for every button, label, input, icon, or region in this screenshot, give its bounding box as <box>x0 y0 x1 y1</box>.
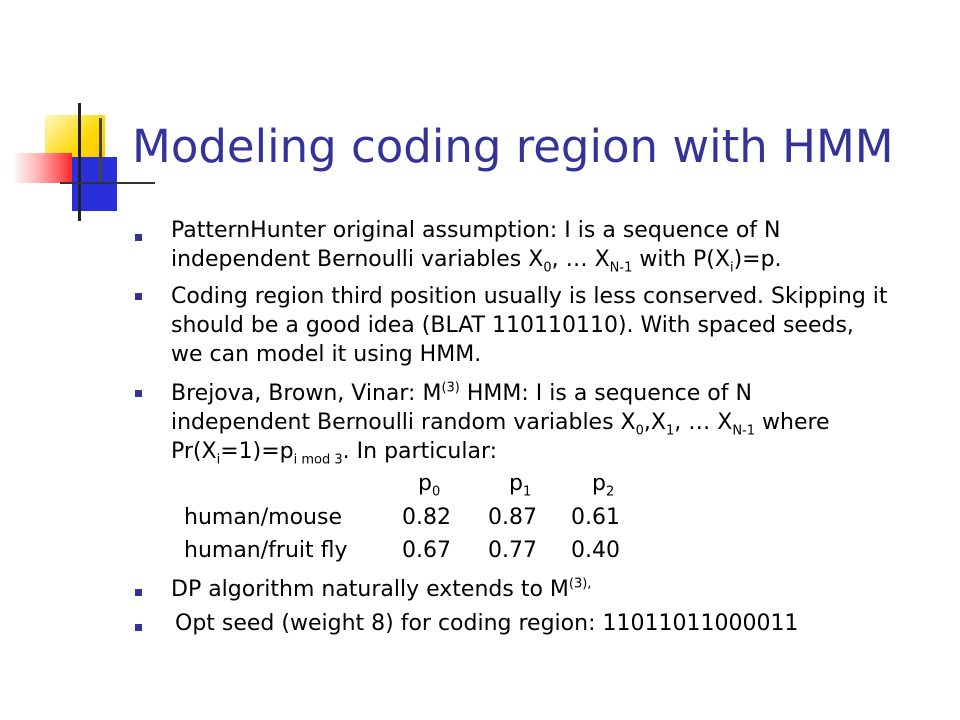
table-header-p2: $p_2$ <box>592 471 615 500</box>
table-row-label: human/mouse <box>184 505 342 530</box>
table-cell: 0.77 <box>488 538 537 563</box>
decor-vertical-line <box>99 118 102 184</box>
decor-vertical-line <box>78 103 81 221</box>
table-cell: 0.87 <box>488 505 537 530</box>
table-row-label: human/fruit fly <box>184 538 348 563</box>
decor-red-bar <box>12 153 72 183</box>
bullet-marker <box>135 293 142 300</box>
decor-horizontal-line <box>60 182 155 184</box>
bullet-4-line-1: DP algorithm naturally extends to $M^{(3),}$ <box>171 576 592 602</box>
bullet-1-line-1: PatternHunter original assumption: I is a sequence of N <box>171 218 781 243</box>
bullet-2-line-1: Coding region third position usually is less conserved. Skipping it <box>171 284 888 309</box>
bullet-5-line-1: Opt seed (weight 8) for coding region: 11011011000011 <box>175 611 799 636</box>
bullet-3-line-3: $Pr(X_i=1)=p_{i mod 3}$. In particular: <box>171 439 498 468</box>
bullet-marker <box>135 624 142 631</box>
bullet-marker <box>135 390 142 397</box>
table-cell: 0.61 <box>571 505 620 530</box>
bullet-marker <box>135 589 142 596</box>
bullet-3-line-2: independent Bernoulli random variables $X_0,X_1$, … $X_{N-1}$ where <box>171 410 830 439</box>
bullet-1-line-2: independent Bernoulli variables $X_0$, … $X_{N-1}$ with $P(X_i)=p$. <box>171 247 782 276</box>
bullet-3-line-1: Brejova, Brown, Vinar: $M^{(3)}$ HMM: I is a sequence of N <box>171 380 752 406</box>
bullet-2-line-3: we can model it using HMM. <box>171 342 482 367</box>
table-header-p0: $p_0$ <box>418 471 441 500</box>
table-cell: 0.67 <box>402 538 451 563</box>
table-cell: 0.40 <box>571 538 620 563</box>
bullet-marker <box>135 234 142 241</box>
slide-title: Modeling coding region with HMM <box>132 120 894 173</box>
table-cell: 0.82 <box>402 505 451 530</box>
bullet-2-line-2: should be a good idea (BLAT 110110110). With spaced seeds, <box>171 313 854 338</box>
table-header-p1: $p_1$ <box>509 471 532 500</box>
